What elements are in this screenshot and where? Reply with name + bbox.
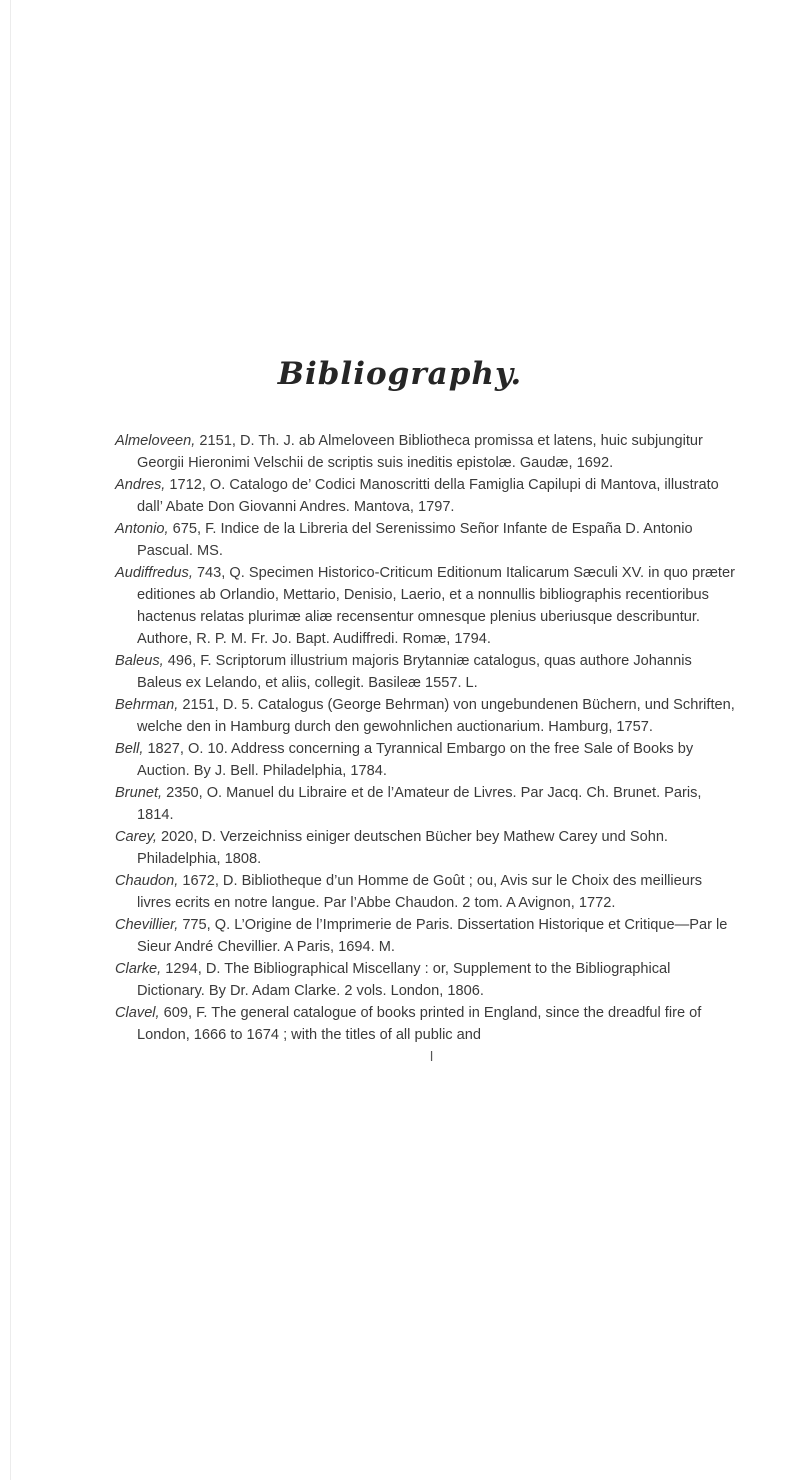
bibliography-list (115, 430, 735, 1046)
entry-text: 675, F. Indice de la Libreria del Serenissimo Señor Infante de España D. Antonio Pascual. MS. (137, 521, 693, 559)
bibliography-entry (115, 914, 735, 958)
bibliography-entry (115, 782, 735, 826)
bibliography-entry (115, 518, 735, 562)
bibliography-entry (115, 650, 735, 694)
entry-text: 2151, D. 5. Catalogus (George Behrman) von ungebundenen Büchern, und Schriften, welche den in Hamburg durch den gewohnlichen auctionarium. Hamburg, 1757. (137, 697, 735, 735)
entry-text: 609, F. The general catalogue of books printed in England, since the dreadful fire of London, 1666 to 1674 ; with the titles of all public and (137, 1005, 702, 1043)
entry-author: Almeloveen, (115, 433, 196, 449)
entry-author: Behrman, (115, 697, 179, 713)
entry-author: Baleus, (115, 653, 164, 669)
entry-author: Brunet, (115, 785, 163, 801)
bibliography-entry (115, 1002, 735, 1046)
bibliography-entry (115, 870, 735, 914)
entry-text: 496, F. Scriptorum illustrium majoris Brytanniæ catalogus, quas authore Johannis Baleus ex Lelando, et aliis, collegit. Basileæ 1557. L. (137, 653, 692, 691)
page-signature-mark: l (430, 1048, 434, 1064)
entry-text: 2151, D. Th. J. ab Almeloveen Bibliotheca promissa et latens, huic subjungitur Georgii Hieronimi Velschii de scriptis suis ineditis epistolæ. Gaudæ, 1692. (137, 433, 703, 471)
entry-text: 775, Q. L’Origine de l’Imprimerie de Paris. Dissertation Historique et Critique—Par le Sieur André Chevillier. A Paris, 1694. M. (137, 917, 728, 955)
page-edge-shadow (10, 0, 11, 1480)
page-title: Bibliography. (277, 356, 523, 392)
entry-author: Chevillier, (115, 917, 179, 933)
entry-author: Clavel, (115, 1005, 160, 1021)
bibliography-entry (115, 430, 735, 474)
entry-author: Bell, (115, 741, 144, 757)
entry-author: Audiffredus, (115, 565, 193, 581)
entry-author: Antonio, (115, 521, 169, 537)
bibliography-entry (115, 474, 735, 518)
entry-author: Carey, (115, 829, 157, 845)
entry-text: 1712, O. Catalogo de’ Codici Manoscritti della Famiglia Capilupi di Mantova, illustrato dall’ Abate Don Giovanni Andres. Mantova, 1797. (137, 477, 719, 515)
entry-author: Chaudon, (115, 873, 179, 889)
entry-text: 1672, D. Bibliotheque d’un Homme de Goût ; ou, Avis sur le Choix des meillieurs livres ecrits en notre langue. Par l’Abbe Chaudon. 2 tom. A Avignon, 1772. (137, 873, 703, 911)
bibliography-entry (115, 958, 735, 1002)
bibliography-entry (115, 826, 735, 870)
entry-author: Andres, (115, 477, 166, 493)
entry-text: 743, Q. Specimen Historico-Criticum Editionum Italicarum Sæculi XV. in quo præter editiones ab Orlandio, Mettario, Denisio, Laerio, et a nonnullis bibliographis recentioribus hactenus relatas plurimæ aliæ recensentur omnesque plenius uberiusque describuntur. Authore, R. P. M. Fr. Jo. Bapt. Audiffredi. Romæ, 1794. (137, 565, 735, 647)
bibliography-entry (115, 738, 735, 782)
bibliography-entry (115, 562, 735, 650)
entry-text: 1294, D. The Bibliographical Miscellany : or, Supplement to the Bibliographical Dictionary. By Dr. Adam Clarke. 2 vols. London, 1806. (137, 961, 671, 999)
entry-text: 2350, O. Manuel du Libraire et de l’Amateur de Livres. Par Jacq. Ch. Brunet. Paris, 1814. (137, 785, 702, 823)
bibliography-entry (115, 694, 735, 738)
entry-author: Clarke, (115, 961, 162, 977)
entry-text: 1827, O. 10. Address concerning a Tyrannical Embargo on the free Sale of Books by Auction. By J. Bell. Philadelphia, 1784. (137, 741, 694, 779)
entry-text: 2020, D. Verzeichniss einiger deutschen Bücher bey Mathew Carey und Sohn. Philadelphia, 1808. (137, 829, 668, 867)
